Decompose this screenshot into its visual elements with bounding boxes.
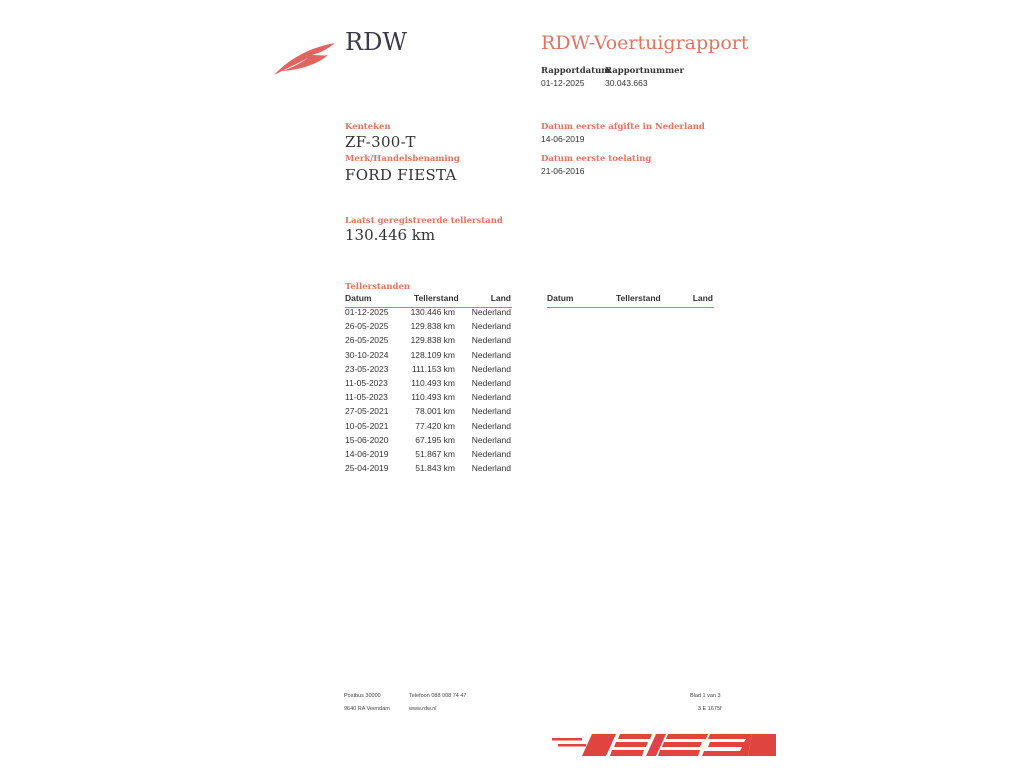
first-issue-nl-value: 14-06-2019	[541, 134, 585, 144]
row-country: Nederland	[471, 321, 511, 332]
row-country: Nederland	[471, 392, 511, 403]
table-row	[345, 435, 515, 449]
readings-table-header-right	[547, 293, 714, 308]
row-date: 23-05-2023	[345, 363, 389, 374]
row-country: Nederland	[471, 434, 511, 445]
table-row	[345, 321, 515, 335]
row-reading: 129.838 km	[410, 321, 455, 332]
table-row	[345, 350, 515, 364]
row-date: 15-06-2020	[345, 434, 389, 445]
col-country: Land	[490, 293, 511, 303]
row-country: Nederland	[471, 363, 511, 374]
footer-postcode: 9640 RA Veendam	[344, 706, 390, 712]
row-reading: 110.493 km	[411, 377, 455, 388]
col-date: Datum	[345, 293, 372, 303]
row-date: 11-05-2023	[345, 392, 388, 403]
make-label: Merk/Handelsbenaming	[345, 154, 460, 164]
first-admission-label: Datum eerste toelating	[541, 154, 652, 164]
readings-table	[345, 307, 515, 477]
page-title: RDW-Voertuigrapport	[541, 32, 749, 54]
odometer-label: Laatst geregistreerde tellerstand	[345, 216, 503, 226]
row-reading: 130.446 km	[410, 307, 455, 317]
report-date: 01-12-2025	[541, 78, 585, 88]
row-reading: 51.843 km	[415, 463, 455, 474]
row-reading: 78.001 km	[415, 406, 455, 417]
row-date: 26-05-2025	[345, 321, 389, 332]
col-reading: Tellerstand	[414, 293, 459, 303]
row-reading: 67.195 km	[415, 434, 455, 445]
footer-phone: Telefoon 088 008 74 47	[409, 693, 467, 699]
table-row	[345, 364, 515, 378]
row-country: Nederland	[471, 448, 511, 459]
col-country: Land	[692, 293, 713, 303]
plate-label: Kenteken	[345, 122, 391, 132]
row-country: Nederland	[471, 420, 511, 431]
report-number: 30.043.663	[605, 78, 648, 88]
row-date: 10-05-2021	[345, 420, 389, 431]
row-reading: 110.493 km	[411, 392, 455, 403]
row-country: Nederland	[471, 377, 511, 388]
row-reading: 129.838 km	[410, 335, 455, 346]
row-date: 26-05-2025	[345, 335, 389, 346]
row-reading: 111.153 km	[411, 363, 455, 374]
make-value: FORD FIESTA	[345, 166, 457, 184]
table-row	[345, 378, 515, 392]
table-row	[345, 449, 515, 463]
table-row	[345, 406, 515, 420]
row-date: 27-05-2021	[345, 406, 389, 417]
table-row	[345, 463, 515, 477]
table-row	[345, 392, 515, 406]
row-country: Nederland	[471, 335, 511, 346]
col-date: Datum	[547, 293, 574, 303]
footer-website: www.rdw.nl	[409, 706, 437, 712]
col-reading: Tellerstand	[616, 293, 661, 303]
footer-postbus: Postbus 30000	[344, 693, 381, 699]
row-country: Nederland	[471, 463, 511, 474]
row-reading: 77.420 km	[415, 420, 455, 431]
row-country: Nederland	[471, 406, 511, 417]
brand-name: RDW	[345, 28, 407, 56]
feather-logo-icon	[272, 40, 338, 78]
row-reading: 128.109 km	[410, 349, 455, 360]
report-number-label: Rapportnummer	[605, 66, 684, 76]
row-date: 01-12-2025	[345, 307, 389, 317]
readings-table-header-left	[345, 293, 512, 308]
row-date: 25-04-2019	[345, 463, 389, 474]
plate-value: ZF-300-T	[345, 133, 416, 151]
row-reading: 51.867 km	[415, 448, 455, 459]
odometer-value: 130.446 km	[345, 226, 436, 244]
footer-page-number: Blad 1 van 3	[690, 693, 721, 699]
table-row	[345, 307, 515, 321]
row-country: Nederland	[471, 349, 511, 360]
footer-code: 3 E 1675f	[698, 706, 722, 712]
table-row	[345, 335, 515, 349]
row-date: 30-10-2024	[345, 349, 389, 360]
table-row	[345, 421, 515, 435]
row-date: 11-05-2023	[345, 377, 388, 388]
first-issue-nl-label: Datum eerste afgifte in Nederland	[541, 122, 705, 132]
rdw-footer-stripes-icon	[552, 734, 776, 758]
row-country: Nederland	[471, 307, 511, 317]
row-date: 14-06-2019	[345, 448, 389, 459]
first-admission-value: 21-06-2016	[541, 166, 585, 176]
report-date-label: Rapportdatum	[541, 66, 611, 76]
readings-section-label: Tellerstanden	[345, 282, 411, 292]
